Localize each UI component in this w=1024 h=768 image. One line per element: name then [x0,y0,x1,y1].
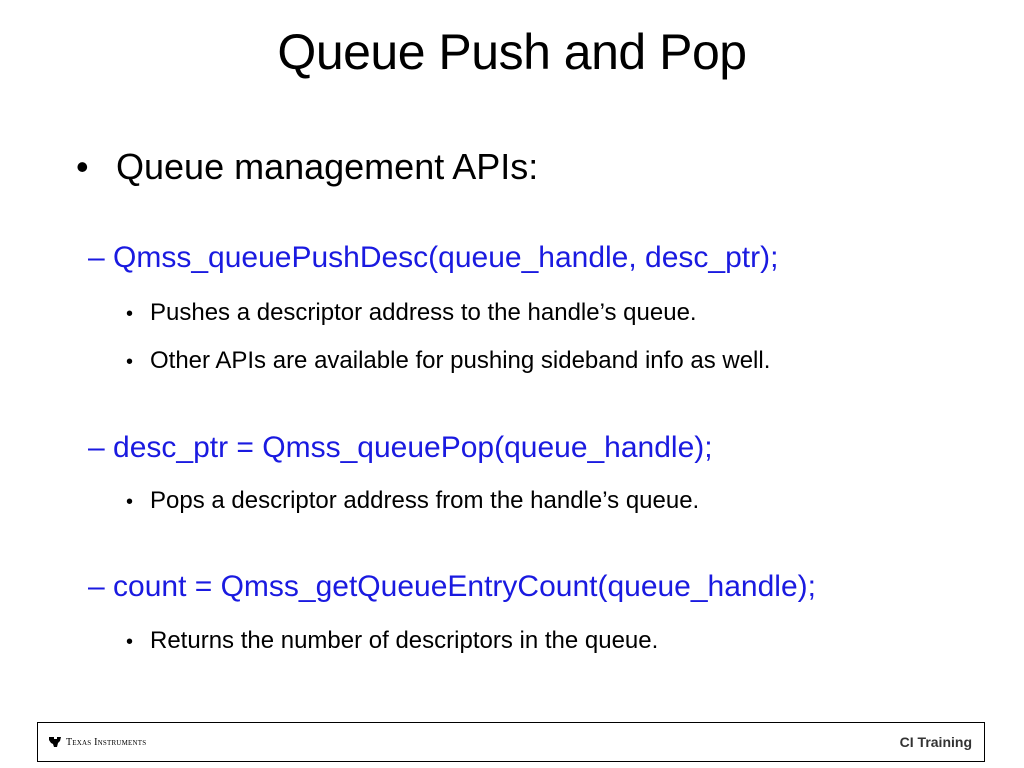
note-pop-1 [126,484,699,519]
footer-bar [37,722,985,762]
bullet-queue-management [76,142,538,192]
sub-bullet-dot: • [126,491,134,513]
sub-bullet-dot: • [126,351,134,373]
note-text: Other APIs are available for pushing sideband info as well. [150,347,771,374]
api-queue-pop: – desc_ptr = Qmss_queuePop(queue_handle); [88,431,713,464]
bullet-dot: • [76,146,89,187]
note-count-1 [126,624,658,659]
api-entry-count: – count = Qmss_getQueueEntryCount(queue_handle); [88,570,816,603]
note-push-2 [126,344,770,379]
sub-bullet-dot: • [126,631,134,653]
slide-title: Queue Push and Pop [277,24,747,80]
note-push-1 [126,296,697,331]
ti-logo [48,735,146,749]
note-text: Pushes a descriptor address to the handle’s queue. [150,299,697,326]
bullet-text: Queue management APIs: [116,146,539,187]
ti-logo-icon [48,735,62,749]
sub-bullet-dot: • [126,303,134,325]
ci-training-label: CI Training [899,734,972,750]
ti-wordmark: Texas Instruments [66,736,147,748]
note-text: Pops a descriptor address from the handle’s queue. [150,487,700,514]
note-text: Returns the number of descriptors in the queue. [150,627,659,654]
api-push-desc: – Qmss_queuePushDesc(queue_handle, desc_ptr); [88,241,779,274]
